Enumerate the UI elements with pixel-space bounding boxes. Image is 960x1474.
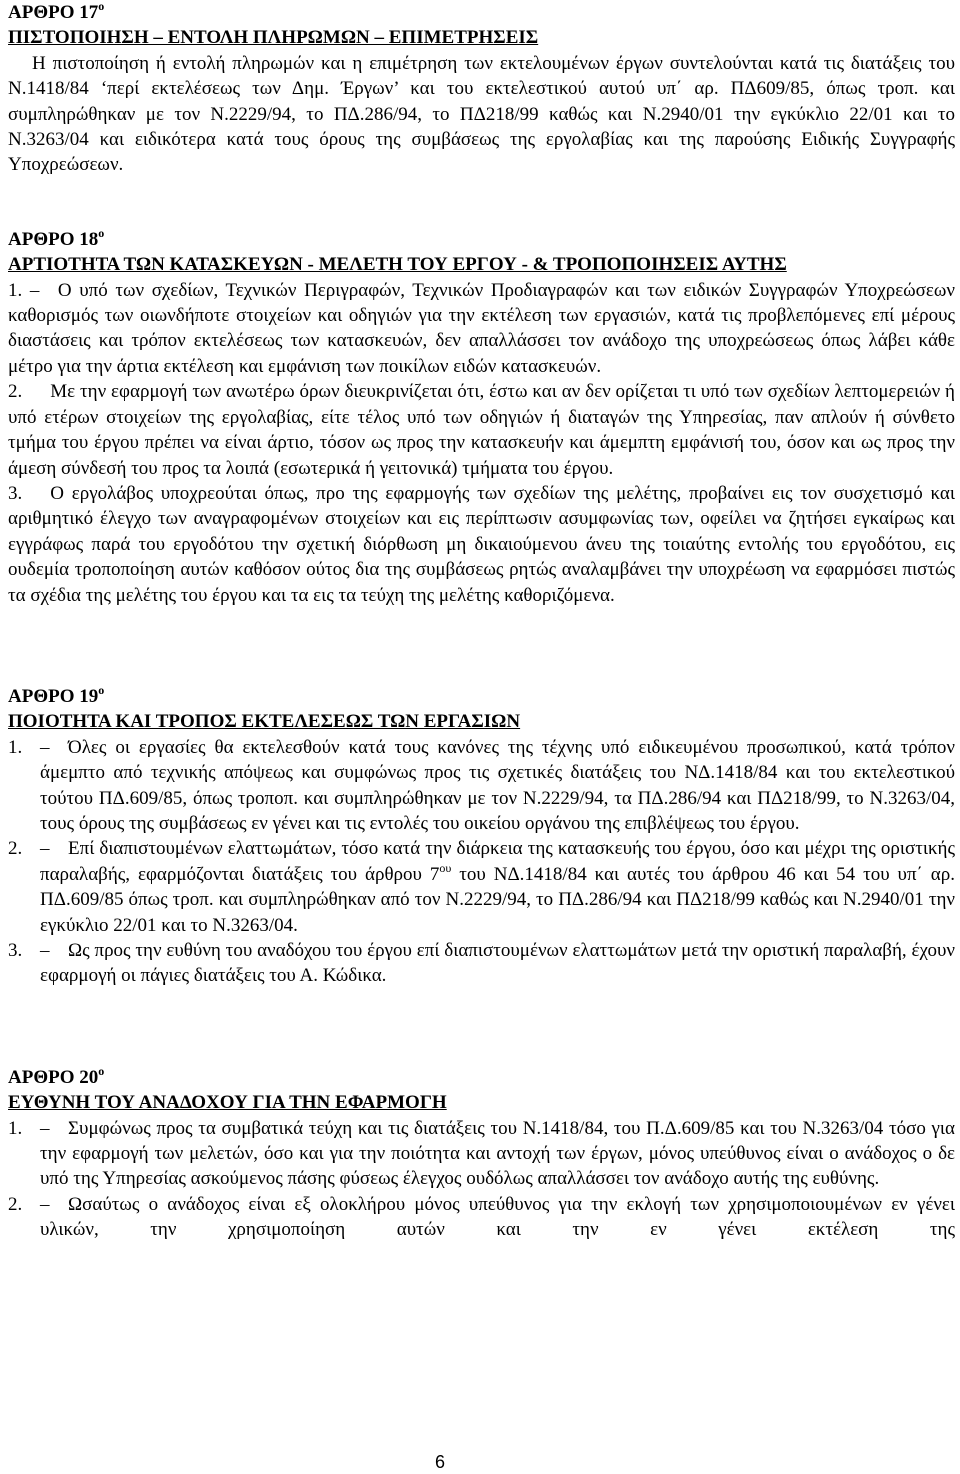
page-number: 6: [434, 1452, 445, 1472]
article-20-title: ΑΡΘΡΟ $20^o$: [8, 1063, 105, 1088]
article-19-item-1: 1. – Όλες οι εργασίες θα εκτελεσθούν κατά τους κανόνες της τέχνης υπό ειδικευμένου προσωπικού, κατά τρόπον άμεμπτο από τεχνικής απόψεως και συμφώνως προς τις σχετικές διατάξεις του ΝΔ.1418/84 και του εκτελεστικού τούτου ΠΔ.609/85, όπως τροποπ. και συμπληρώθηκαν με τον Ν.2229/94, τα ΠΔ.286/94 και ΠΔ218/99, το Ν.3263/04, τους όρους της συμβάσεως εν γένει και τις εντολές του οικείου οργάνου της επιβλέψεως του έργου.: [8, 736, 955, 834]
article-19-item-3: 3. – Ως προς την ευθύνη του αναδόχου του έργου επί διαπιστουμένων ελαττωμάτων μετά την οριστική παραλαβή, έχουν εφαρμογή οι πάγιες διατάξεις του Α. Κώδικα.: [8, 940, 955, 987]
article-18-item-2: 2. Με την εφαρμογή των ανωτέρω όρων διευκρινίζεται ότι, έστω και αν δεν ορίζεται τι υπό των σχεδίων λεπτομερειών ή υπό ετέρων στοιχείων της εργολαβίας, είτε τέλος υπό των οδηγιών ή διαταγών της Υπηρεσίας, παν απλούν ή σύνθετο τμήμα του έργου πρέπει να είναι άρτιο, τόσον ως προς την κατασκευήν και άμεμπτη εμφάνισή του, όσον και ως προς την άμεση σύνδεσή του προς τα λοιπά (εσωτερικά ή γειτονικά) τμήματα του έργου.: [8, 381, 955, 479]
article-18-item-3: 3. Ο εργολάβος υποχρεούται όπως, προ της εφαρμογής των σχεδίων της μελέτης, προβαίνει εις τον συσχετισμό και αριθμητικό έλεγχο των αναγραφομένων στοιχείων και εις περίπτωσιν ασυμφωνίας των, οφείλει να ζητήσει εγκαίρως και εγγράφως παρά του εργοδότου την σχετική διόρθωση μη δικαιούμενου άνευ της τοιαύτης εντολής του εργοδότου, εις ουδεμία τροποποίηση αυτών καθόσον ούτος δια της συμβάσεως ρητώς αναλαμβάνει την υποχρέωση να εφαρμόσει πιστώς τα σχέδια της μελέτης του έργου και τα εις τα τεύχη της μελέτης καθοριζόμενα.: [8, 482, 955, 606]
article-17-body: Η πιστοποίηση ή εντολή πληρωμών και η επιμέτρηση των εκτελουμένων έργων συντελούνται κατά τις διατάξεις του Ν.1418/84 ‘περί εκτελέσεως των Δημ. Έργων’ και του εκτελεστικού αυτού υπ΄ αρ. ΠΔ609/85, όπως τροπ. και συμπληρώθηκαν με τον Ν.2229/94, το ΠΔ.286/94, το ΠΔ218/99 καθώς και Ν.2940/01 την εγκύκλιο 22/01 και το Ν.3263/04 και ειδικότερα κατά τους όρους της συμβάσεως της εργολαβίας και της παρούσης Ειδικής Συγγραφής Υποχρεώσεων.: [8, 52, 955, 176]
article-19: [8, 684, 955, 989]
article-17: [8, 0, 955, 178]
article-19-item-2: 2. – Επί διαπιστουμένων ελαττωμάτων, τόσο κατά την διάρκεια της κατασκευής του έργου, όσο και μέχρι της οριστικής παραλαβής, εφαρμόζονται διατάξεις του άρθρου $7^{o\upsilon}$ του ΝΔ.1418/84 και αυτές του άρθρου 46 και 54 του υπ΄ αρ. ΠΔ.609/85 όπως τροπ. και συμπληρώθηκαν από τον Ν.2229/94, το ΠΔ.286/94 και ΠΔ218/99 καθώς και Ν.2940/01 την εγκύκλιο 22/01 και το Ν.3263/04.: [8, 838, 955, 936]
article-17-title: ΑΡΘΡΟ $17^o$: [8, 0, 105, 23]
article-19-title: ΑΡΘΡΟ $19^o$: [8, 682, 105, 707]
article-17-subtitle: ΠΙΣΤΟΠΟΙΗΣΗ – ΕΝΤΟΛΗ ΠΛΗΡΩΜΩΝ – ΕΠΙΜΕΤΡΗΣΕΙΣ: [8, 27, 539, 49]
article-20: [8, 1065, 955, 1243]
article-20-item-1: 1. – Συμφώνως προς τα συμβατικά τεύχη και τις διατάξεις του Ν.1418/84, του Π.Δ.609/85 και του Ν.3263/04 τόσο για την εφαρμογή των μελετών, όσο και για την ποιότητα και αντοχή των έργων, μόνος υπεύθυνος είναι ο ανάδοχος ο δε υπό της Υπηρεσίας ασκούμενος πάσης φύσεως έλεγχος ουδόλως απαλλάσσει τον ανάδοχο αυτής της ευθύνης.: [8, 1117, 955, 1190]
article-18-item-1: 1. – Ο υπό των σχεδίων, Τεχνικών Περιγραφών, Τεχνικών Προδιαγραφών και των ειδικών Συγγραφών Υποχρεώσεων καθορισμός των οιωνδήποτε στοιχείων και οδηγιών για την εκτέλεση των εργασιών, κατά τις προβλεπόμενες επί μέρους διαστάσεις και τρόπον εκτελέσεως των κατασκευών, δεν απαλλάσσει τον ανάδοχο της υποχρεώσεως όπως λάβει κάθε μέτρο για την άρτια εκτέλεση και εμφάνιση των ποικίλων ειδών κατασκευών.: [8, 279, 955, 377]
article-20-item-2: 2. – Ωσαύτως ο ανάδοχος είναι εξ ολοκλήρου μόνος υπεύθυνος για την εκλογή των χρησιμοποιουμένων εν γένει υλικών, την χρησιμοποίηση αυτών και την εν γένει εκτέλεση της: [8, 1193, 955, 1241]
article-18-subtitle: ΑΡΤΙΟΤΗΤΑ ΤΩΝ ΚΑΤΑΣΚΕΥΩΝ - ΜΕΛΕΤΗ ΤΟΥ ΕΡΓΟΥ - & ΤΡΟΠΟΠΟΙΗΣΕΙΣ ΑΥΤΗΣ: [8, 254, 787, 276]
article-18-title: ΑΡΘΡΟ $18^o$: [8, 225, 105, 250]
article-18: [8, 227, 955, 608]
article-20-subtitle: ΕΥΘΥΝΗ ΤΟΥ ΑΝΑΔΟΧΟΥ ΓΙΑ ΤΗΝ ΕΦΑΡΜΟΓΗ: [8, 1092, 447, 1114]
article-19-subtitle: ΠΟΙΟΤΗΤΑ ΚΑΙ ΤΡΟΠΟΣ ΕΚΤΕΛΕΣΕΩΣ ΤΩΝ ΕΡΓΑΣΙΩΝ: [8, 711, 521, 733]
